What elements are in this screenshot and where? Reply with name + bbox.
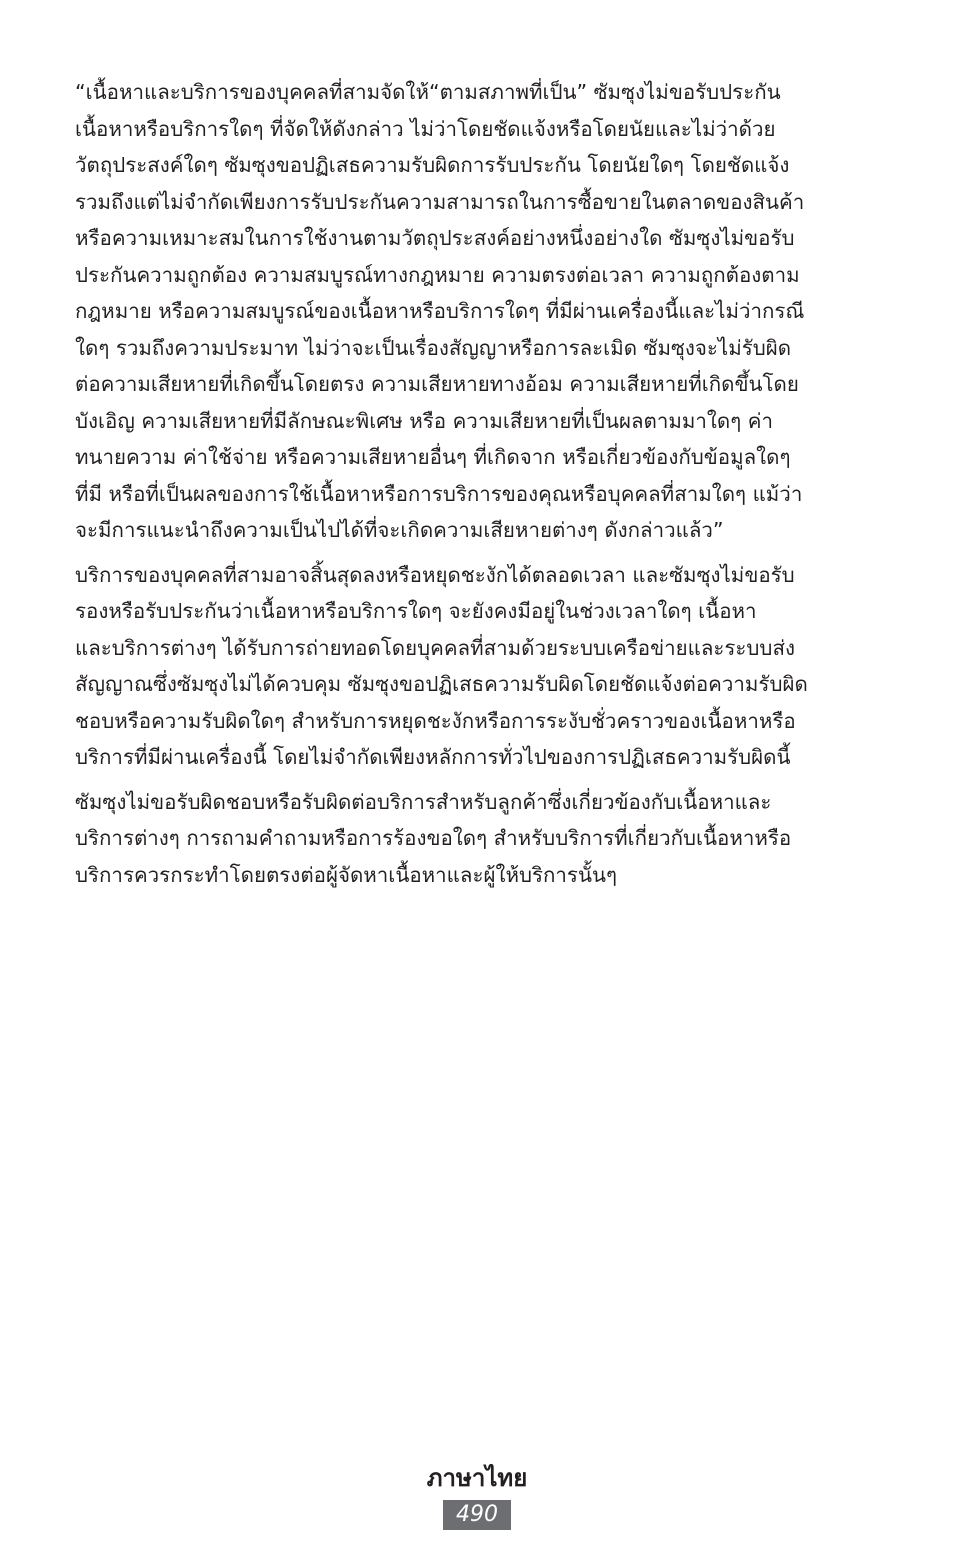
text-line: สัญญาณซึ่งซัมซุงไม่ได้ควบคุม ซัมซุงขอปฏิเสธความรับผิดโดยชัดแจ้งต่อความรับผิด (75, 672, 808, 696)
text-line: รวมถึงแต่ไม่จำกัดเพียงการรับประกันความสามารถในการซื้อขายในตลาดของสินค้า (75, 189, 805, 214)
paragraph-disclaimer-warranty (75, 74, 887, 549)
document-body (75, 74, 887, 901)
text-line: และบริการต่างๆ ได้รับการถ่ายทอดโดยบุคคลที่สามด้วยระบบเครือข่ายและระบบส่ง (75, 635, 795, 660)
text-line: บริการที่มีผ่านเครื่องนี้ โดยไม่จำกัดเพียงหลักการทั่วไปของการปฏิเสธความรับผิดนี้ (75, 745, 791, 769)
text-line: ชอบหรือความรับผิดใดๆ สำหรับการหยุดชะงักหรือการระงับชั่วคราวของเนื้อหาหรือ (75, 708, 796, 733)
text-line: กฎหมาย หรือความสมบูรณ์ของเนื้อหาหรือบริการใดๆ ที่มีผ่านเครื่องนี้และไม่ว่ากรณี (75, 299, 805, 323)
text-line: ต่อความเสียหายที่เกิดขึ้นโดยตรง ความเสียหายทางอ้อม ความเสียหายที่เกิดขึ้นโดย (75, 372, 799, 396)
text-line: รองหรือรับประกันว่าเนื้อหาหรือบริการใดๆ จะยังคงมีอยู่ในช่วงเวลาใดๆ เนื้อหา (75, 599, 757, 623)
page-footer (0, 1458, 954, 1530)
text-line: ที่มี หรือที่เป็นผลของการใช้เนื้อหาหรือการบริการของคุณหรือบุคคลที่สามใดๆ แม้ว่า (75, 481, 803, 506)
text-line: หรือความเหมาะสมในการใช้งานตามวัตถุประสงค์อย่างหนึ่งอย่างใด ซัมซุงไม่ขอรับ (75, 226, 795, 250)
text-line: “เนื้อหาและบริการของบุคคลที่สามจัดให้“ตามสภาพที่เป็น” ซัมซุงไม่ขอรับประกัน (75, 80, 781, 104)
text-line: จะมีการแนะนำถึงความเป็นไปได้ที่จะเกิดความเสียหายต่างๆ ดังกล่าวแล้ว” (75, 518, 724, 542)
text-line: เนื้อหาหรือบริการใดๆ ที่จัดให้ดังกล่าว ไม่ว่าโดยชัดแจ้งหรือโดยนัยและไม่ว่าด้วย (75, 116, 776, 141)
paragraph-service-interruption (75, 557, 887, 776)
text-line: บริการของบุคคลที่สามอาจสิ้นสุดลงหรือหยุดชะงักได้ตลอดเวลา และซัมซุงไม่ขอรับ (75, 562, 795, 587)
paragraph-customer-service (75, 784, 887, 894)
text-line: ประกันความถูกต้อง ความสมบูรณ์ทางกฎหมาย ความตรงต่อเวลา ความถูกต้องตาม (75, 262, 800, 287)
language-label: ภาษาไทย (426, 1464, 528, 1492)
text-line: บริการต่างๆ การถามคำถามหรือการร้องขอใดๆ สำหรับบริการที่เกี่ยวกับเนื้อหาหรือ (75, 826, 792, 850)
text-line: วัตถุประสงค์ใดๆ ซัมซุงขอปฏิเสธความรับผิดการรับประกัน โดยนัยใดๆ โดยชัดแจ้ง (75, 153, 790, 177)
text-line: บังเอิญ ความเสียหายที่มีลักษณะพิเศษ หรือ ความเสียหายที่เป็นผลตามมาใดๆ ค่า (75, 408, 773, 433)
text-line: ใดๆ รวมถึงความประมาท ไม่ว่าจะเป็นเรื่องสัญญาหรือการละเมิด ซัมซุงจะไม่รับผิด (75, 335, 792, 360)
text-line: บริการควรกระทำโดยตรงต่อผู้จัดหาเนื้อหาและผู้ให้บริการนั้นๆ (75, 862, 617, 887)
page-number-badge: 490 (443, 1500, 511, 1530)
text-line: ทนายความ ค่าใช้จ่าย หรือความเสียหายอื่นๆ ที่เกิดจาก หรือเกี่ยวข้องกับข้อมูลใดๆ (75, 445, 791, 469)
text-line: ซัมซุงไม่ขอรับผิดชอบหรือรับผิดต่อบริการสำหรับลูกค้าซึ่งเกี่ยวข้องกับเนื้อหาและ (75, 789, 772, 814)
